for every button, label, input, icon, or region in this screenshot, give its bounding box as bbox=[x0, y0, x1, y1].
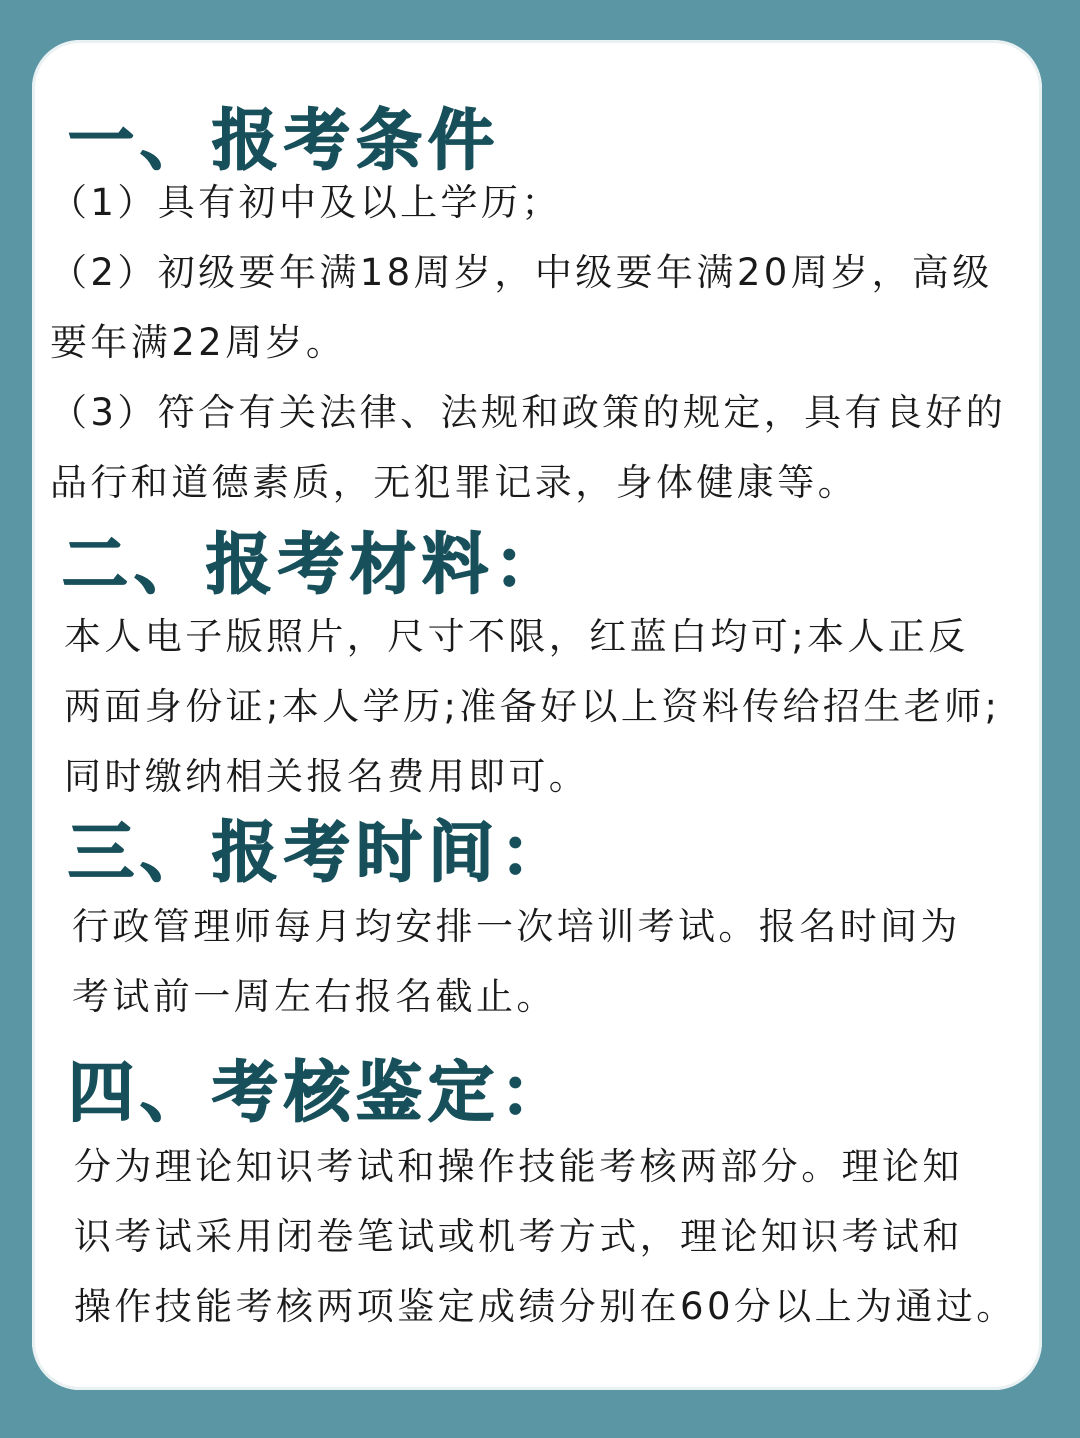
section-1-line-3: 要年满22周岁。 bbox=[50, 321, 347, 364]
section-2-line-3: 同时缴纳相关报名费用即可。 bbox=[64, 755, 590, 798]
section-2-heading: 二、报考材料： bbox=[62, 526, 566, 603]
section-4-body bbox=[74, 1132, 1017, 1342]
section-1-line-2: （2）初级要年满18周岁，中级要年满20周岁，高级 bbox=[50, 251, 993, 294]
section-3-body bbox=[72, 892, 961, 1032]
section-3-heading: 三、报考时间： bbox=[68, 814, 572, 891]
section-2-line-2: 两面身份证;本人学历;准备好以上资料传给招生老师; bbox=[64, 685, 1001, 728]
section-4-line-2: 识考试采用闭卷笔试或机考方式，理论知识考试和 bbox=[74, 1215, 963, 1258]
section-1-heading: 一、报考条件 bbox=[68, 102, 500, 179]
section-2-body bbox=[64, 602, 1000, 812]
content-card bbox=[32, 40, 1042, 1390]
section-2-line-1: 本人电子版照片，尺寸不限，红蓝白均可;本人正反 bbox=[64, 615, 969, 658]
section-3-line-2: 考试前一周左右报名截止。 bbox=[72, 975, 557, 1018]
section-1-line-5: 品行和道德素质，无犯罪记录，身体健康等。 bbox=[50, 461, 858, 504]
section-4-heading: 四、考核鉴定： bbox=[68, 1054, 572, 1131]
section-1-line-1: （1）具有初中及以上学历； bbox=[50, 181, 562, 224]
section-3-line-1: 行政管理师每月均安排一次培训考试。报名时间为 bbox=[72, 905, 961, 948]
section-4-line-3: 操作技能考核两项鉴定成绩分别在60分以上为通过。 bbox=[74, 1285, 1017, 1328]
section-4-line-1: 分为理论知识考试和操作技能考核两部分。理论知 bbox=[74, 1145, 963, 1188]
section-1-body bbox=[50, 168, 1006, 518]
section-1-line-4: （3）符合有关法律、法规和政策的规定，具有良好的 bbox=[50, 391, 1007, 434]
